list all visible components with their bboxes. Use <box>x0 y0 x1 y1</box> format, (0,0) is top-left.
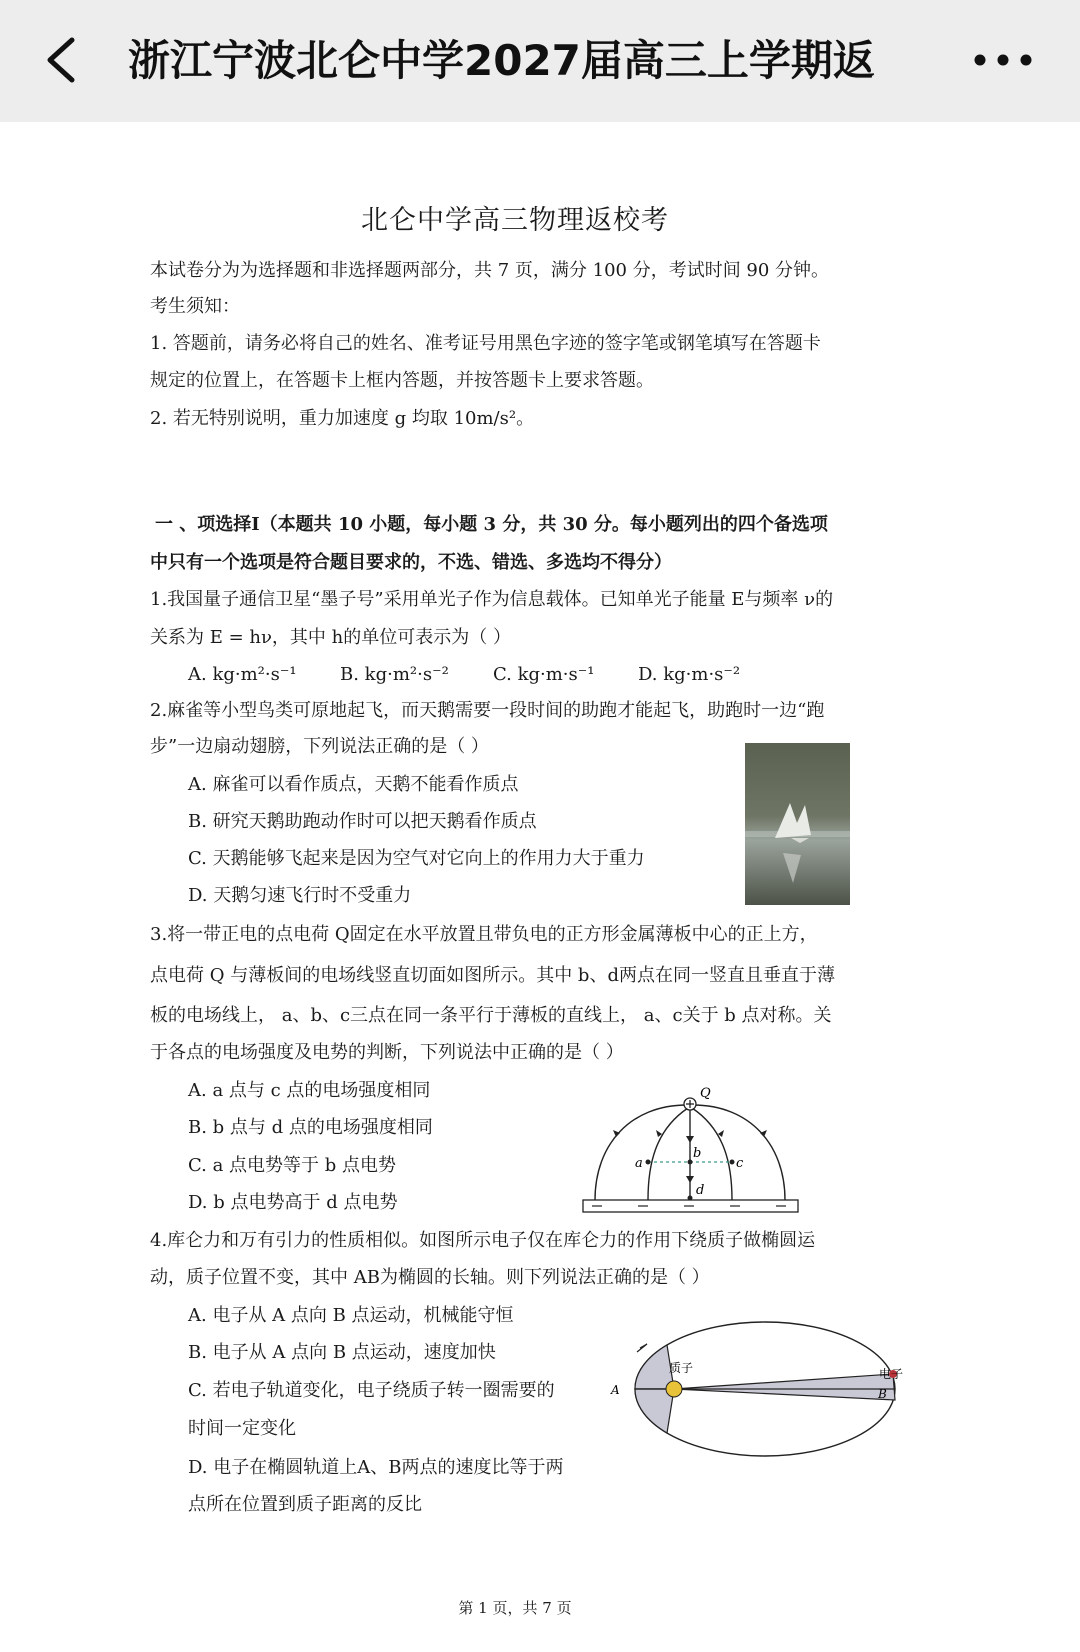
q3-option-b: B. b 点与 d 点的电场强度相同 <box>188 1117 433 1138</box>
q3-label-b: b <box>693 1146 702 1161</box>
q2-option-d: D. 天鹅匀速飞行时不受重力 <box>188 885 412 906</box>
notice-1-line-2: 规定的位置上，在答题卡上框内答题，并按答题卡上要求答题。 <box>150 370 654 391</box>
q2-stem-line-2: 步”一边扇动翅膀，下列说法正确的是（ ） <box>150 736 489 757</box>
q4-stem-line-2: 动，质子位置不变，其中 AB为椭圆的长轴。则下列说法正确的是（ ） <box>150 1267 710 1288</box>
q3-label-Q: Q <box>700 1086 711 1101</box>
q3-label-c: c <box>736 1156 744 1171</box>
q4-option-a: A. 电子从 A 点向 B 点运动，机械能守恒 <box>188 1305 514 1326</box>
q3-stem-line-3: 板的电场线上， a、b、c三点在同一条平行于薄板的直线上， a、c关于 b 点对称。关 <box>150 1005 832 1026</box>
q4-label-electron: 电子 <box>879 1367 904 1381</box>
section-heading-line-1: 一 、项选择Ⅰ（本题共 10 小题，每小题 3 分，共 30 分。每小题列出的四个备选项 <box>155 514 828 535</box>
section-heading-line-2: 中只有一个选项是符合题目要求的，不选、错选、多选均不得分） <box>150 552 672 573</box>
notice-1-line-1: 1. 答题前，请务必将自己的姓名、准考证号用黑色字迹的签字笔或钢笔填写在答题卡 <box>150 333 821 354</box>
swan-photo <box>745 743 850 905</box>
q1-option-c: C. kg·m·s⁻¹ <box>493 664 595 685</box>
q2-option-b: B. 研究天鹅助跑动作时可以把天鹅看作质点 <box>188 811 537 832</box>
q4-option-b: B. 电子从 A 点向 B 点运动，速度加快 <box>188 1342 496 1363</box>
notice-2: 2. 若无特别说明，重力加速度 g 均取 10m/s²。 <box>150 408 535 429</box>
q4-option-c-line-1: C. 若电子轨道变化，电子绕质子转一圈需要的 <box>188 1380 555 1401</box>
q3-option-a: A. a 点与 c 点的电场强度相同 <box>188 1080 431 1101</box>
q3-stem-line-1: 3.将一带正电的点电荷 Q固定在水平放置且带负电的正方形金属薄板中心的正上方， <box>150 924 818 945</box>
q1-stem-line-2: 关系为 E = hν，其中 h的单位可表示为（ ） <box>150 627 511 648</box>
q1-option-b: B. kg·m²·s⁻² <box>340 664 449 685</box>
q3-label-d: d <box>696 1183 705 1198</box>
exam-title: 北仑中学高三物理返校考 <box>361 205 669 236</box>
q2-stem-line-1: 2.麻雀等小型鸟类可原地起飞，而天鹅需要一段时间的助跑才能起飞，助跑时一边“跑 <box>150 700 825 721</box>
electric-field-diagram <box>580 1085 805 1215</box>
q4-option-c-line-2: 时间一定变化 <box>188 1418 296 1439</box>
q3-option-d: D. b 点电势高于 d 点电势 <box>188 1192 398 1213</box>
chevron-left-icon[interactable] <box>34 30 94 90</box>
electron-orbit-diagram <box>605 1312 910 1467</box>
q3-label-a: a <box>635 1156 643 1171</box>
more-dots-icon[interactable] <box>968 42 1038 78</box>
page-footer: 第 1 页，共 7 页 <box>458 1599 572 1617</box>
q3-stem-line-2: 点电荷 Q 与薄板间的电场线竖直切面如图所示。其中 b、d两点在同一竖直且垂直于薄 <box>150 965 835 986</box>
q4-option-d-line-1: D. 电子在椭圆轨道上A、B两点的速度比等于两 <box>188 1457 564 1478</box>
q4-label-proton: 质子 <box>669 1361 694 1375</box>
q1-stem-line-1: 1.我国量子通信卫星“墨子号”采用单光子作为信息载体。已知单光子能量 E与频率 ν的 <box>150 589 834 610</box>
q1-option-d: D. kg·m·s⁻² <box>638 664 741 685</box>
q3-option-c: C. a 点电势等于 b 点电势 <box>188 1155 396 1176</box>
q2-option-c: C. 天鹅能够飞起来是因为空气对它向上的作用力大于重力 <box>188 848 645 869</box>
notice-heading: 考生须知： <box>150 296 240 317</box>
q4-stem-line-1: 4.库仑力和万有引力的性质相似。如图所示电子仅在库仑力的作用下绕质子做椭圆运 <box>150 1230 816 1251</box>
top-bar <box>0 0 1080 122</box>
q1-option-a: A. kg·m²·s⁻¹ <box>188 664 297 685</box>
q2-option-a: A. 麻雀可以看作质点，天鹅不能看作质点 <box>188 774 519 795</box>
exam-intro: 本试卷分为为选择题和非选择题两部分，共 7 页，满分 100 分，考试时间 90 分钟。 <box>150 260 830 281</box>
q4-label-A: A <box>611 1383 620 1397</box>
q4-option-d-line-2: 点所在位置到质子距离的反比 <box>188 1494 422 1515</box>
q4-label-B: B <box>878 1387 887 1401</box>
page-title: 浙江宁波北仑中学2027届高三上学期返 <box>128 36 875 85</box>
q3-stem-line-4: 于各点的电场强度及电势的判断，下列说法中正确的是（ ） <box>150 1042 624 1063</box>
